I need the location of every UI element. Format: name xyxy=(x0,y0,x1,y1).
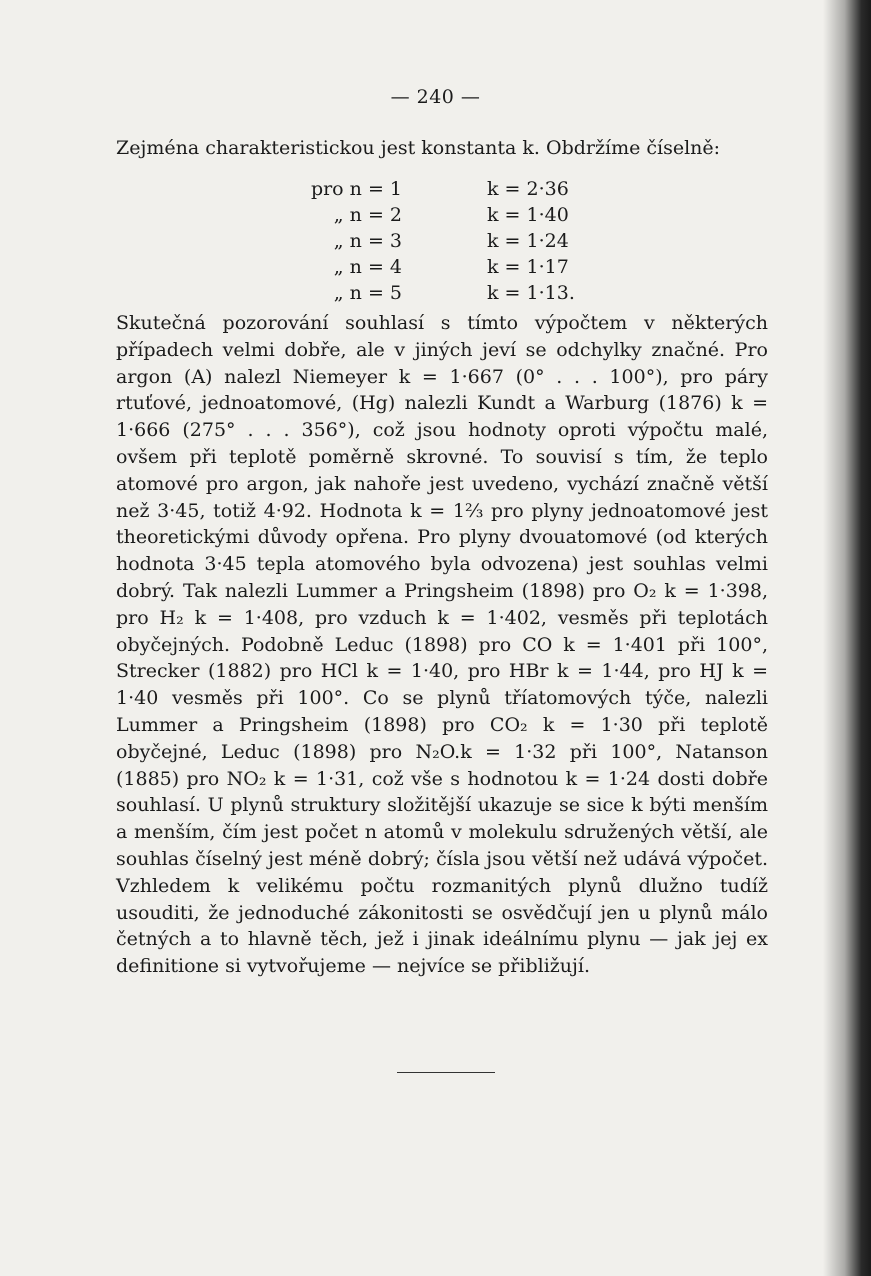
k-value: k = 1·40 xyxy=(487,204,569,226)
body-paragraph: Skutečná pozorování souhlasí s tímto výpočtem v některých případech velmi dobře, ale v jiných jeví se odchylky značné. Pro argon (A) nalezl Niemeyer k = 1·667 (0° . . . 100°), pro páry rtuťové, jednoatomové, (Hg) nalezli Kundt a Warburg (1876) k = 1·666 (275° . . . 356°), což jsou hodnoty oproti výpočtu malé, ovšem při teplotě poměrně skrovné. To souvisí s tím, že teplo atomové pro argon, jak nahoře jest uvedeno, vychází značně větší než 3·45, totiž 4·92. Hodnota k = 1⅔ pro plyny jednoatomové jest theoretickými důvody opřena. Pro plyny dvouatomové (od kterých hodnota 3·45 tepla atomového byla odvozena) jest souhlas velmi dobrý. Tak nalezli Lummer a Pringsheim (1898) pro O₂ k = 1·398, pro H₂ k = 1·408, pro vzduch k = 1·402, vesměs při teplotách obyčejných. Podobně Leduc (1898) pro CO k = 1·401 při 100°, Strecker (1882) pro HCl k = 1·40, pro HBr k = 1·44, pro HJ k = 1·40 vesměs při 100°. Co se plynů tříatomových týče, nalezli Lummer a Pringsheim (1898) pro CO₂ k = 1·30 při teplotě obyčejné, Leduc (1898) pro N₂O.k = 1·32 při 100°, Natanson (1885) pro NO₂ k = 1·31, což vše s hodnotou k = 1·24 dosti dobře souhlasí. U plynů struktury složitější ukazuje se sice k býti menším a menším, čím jest počet n atomů v molekulu sdružených větší, ale souhlas číselný jest méně dobrý; čísla jsou větší než udává výpočet. Vzhledem k velikému počtu rozmanitých plynů dlužno tudíž usouditi, že jednoduché zákonitosti se osvědčují jen u plynů málo četných a to hlavně těch, jež i jinak ideálnímu plynu — jak jej ex definitione si vytvořujeme — nejvíce se přibližují. xyxy=(116,312,768,978)
n-value: pro n = 1 xyxy=(310,178,402,200)
n-value: „ n = 3 xyxy=(333,230,402,252)
value-row xyxy=(292,176,622,202)
k-value: k = 1·13. xyxy=(487,282,575,304)
closing-rule xyxy=(397,1072,495,1073)
n-value: „ n = 2 xyxy=(333,204,402,226)
n-value: „ n = 5 xyxy=(333,282,402,304)
value-row xyxy=(292,228,622,254)
k-value: k = 2·36 xyxy=(487,178,569,200)
values-table xyxy=(292,176,622,306)
value-row xyxy=(292,254,622,280)
k-value: k = 1·24 xyxy=(487,230,569,252)
value-row xyxy=(292,280,622,306)
page-edge-shadow xyxy=(823,0,871,1276)
body-text xyxy=(116,310,768,980)
value-row xyxy=(292,202,622,228)
k-value: k = 1·17 xyxy=(487,256,569,278)
page-number: — 240 — xyxy=(390,86,481,108)
intro-line: Zejména charakteristickou jest konstanta k. Obdržíme číselně: xyxy=(116,137,721,159)
n-value: „ n = 4 xyxy=(333,256,402,278)
